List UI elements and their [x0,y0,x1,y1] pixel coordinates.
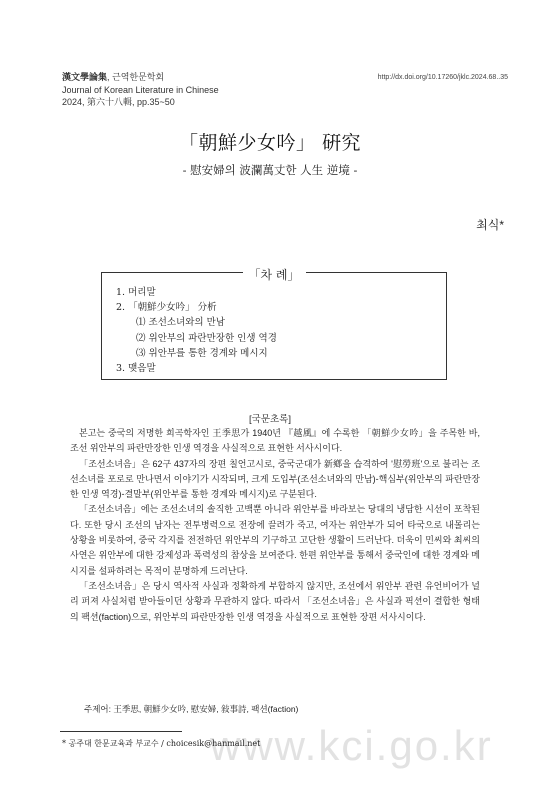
toc-item: 3. 맺음말 [116,363,156,375]
doi-link[interactable]: http://dx.doi.org/10.17260/jklc.2024.68..35 [377,74,508,81]
toc-list [116,285,277,376]
paper-title: 「朝鮮少女吟」 硏究 [178,132,362,154]
toc-subitem: ⑵ 위안부의 파란만장한 인생 역경 [136,332,277,344]
keywords: 주제어: 王季思, 朝鮮少女吟, 慰安婦, 敍事詩, 팩션(faction) [84,704,299,714]
author-name: 최식* [476,218,504,232]
journal-ko-title: 漢文學論集 [62,73,108,83]
journal-society: , 근역한문학회 [107,72,165,82]
journal-issue: 2024, 第六十八輯, pp.35~50 [62,97,175,107]
table-of-contents [101,268,447,380]
toc-item: 2. 「朝鮮少女吟」 分析 [116,302,217,314]
journal-header [62,71,219,108]
watermark: www.kci.go.kr [210,722,493,769]
abstract-paragraph: 「조선소녀음」은 당시 역사적 사실과 정확하게 부합하지 않지만, 조선에서 위안부 관련 유언비어가 널리 퍼져 사실처럼 받아들이던 상황과 무관하지 않다. 따라서 「조선소녀음」은 사실과 픽션이 결합한 형태의 팩션(faction)으로, 위안부의 파란만장한 인생 역경을 사실적으로 표현한 장편 서사시이다. [70,580,480,622]
abstract-heading: [국문초록] [249,414,291,425]
toc-subitem: ⑴ 조선소녀와의 만남 [136,317,225,329]
abstract-paragraph: 「조선소녀음」은 62구 437자의 장편 칠언고시로, 중국군대가 新鄕을 습격하여 '慰勞班'으로 불리는 조선소녀를 포로로 만나면서 이야기가 시작되며, 크게 도입부(조선소녀와의 만남)-핵심부(위안부의 파란만장한 인생 역경)-결말부(위안부를 통한 경계와 메시지)로 구분된다. [70,458,480,500]
journal-english-name: Journal of Korean Literature in Chinese [62,85,219,95]
toc-item: 1. 머리말 [116,287,156,298]
author-footnote: * 공주대 한문교육과 부교수 / choicesik@hanmail.net [62,739,261,748]
abstract-paragraph: 본고는 중국의 저명한 희곡학자인 王季思가 1940년 『越風』에 수록한 「朝鮮少女吟」을 주목한 바, 조선 위안부의 파란만장한 인생 역경을 사실적으로 표현한 서사시이다. [70,428,480,454]
footnote-divider [60,731,182,732]
paper-subtitle: - 慰安婦의 波瀾萬丈한 人生 逆境 - [182,163,358,177]
toc-heading: 「차 례」 [243,268,306,282]
toc-subitem: ⑶ 위안부를 통한 경계와 메시지 [136,347,268,359]
abstract-paragraph: 「조선소녀음」에는 조선소녀의 솔직한 고백뿐 아니라 위안부를 바라보는 당대의 냉담한 시선이 포착된다. 또한 당시 조선의 남자는 전투병력으로 전장에 끌려가 죽고, 여자는 위안부가 되어 타국으로 내몰리는 상황을 비롯하여, 중국 각지를 전전하던 위안부의 기구하고 고단한 생활이 드러난다. 더욱이 민씨와 최씨의 사연은 위안부에 대한 강제성과 폭력성의 참상을 보여준다. 한편 위안부를 통해서 중국인에 대한 경계와 메시지를 설파하려는 목적이 분명하게 드러난다. [70,504,480,576]
journal-name-line [62,71,219,84]
toc-heading-wrap [102,264,446,283]
abstract-body [70,426,480,625]
